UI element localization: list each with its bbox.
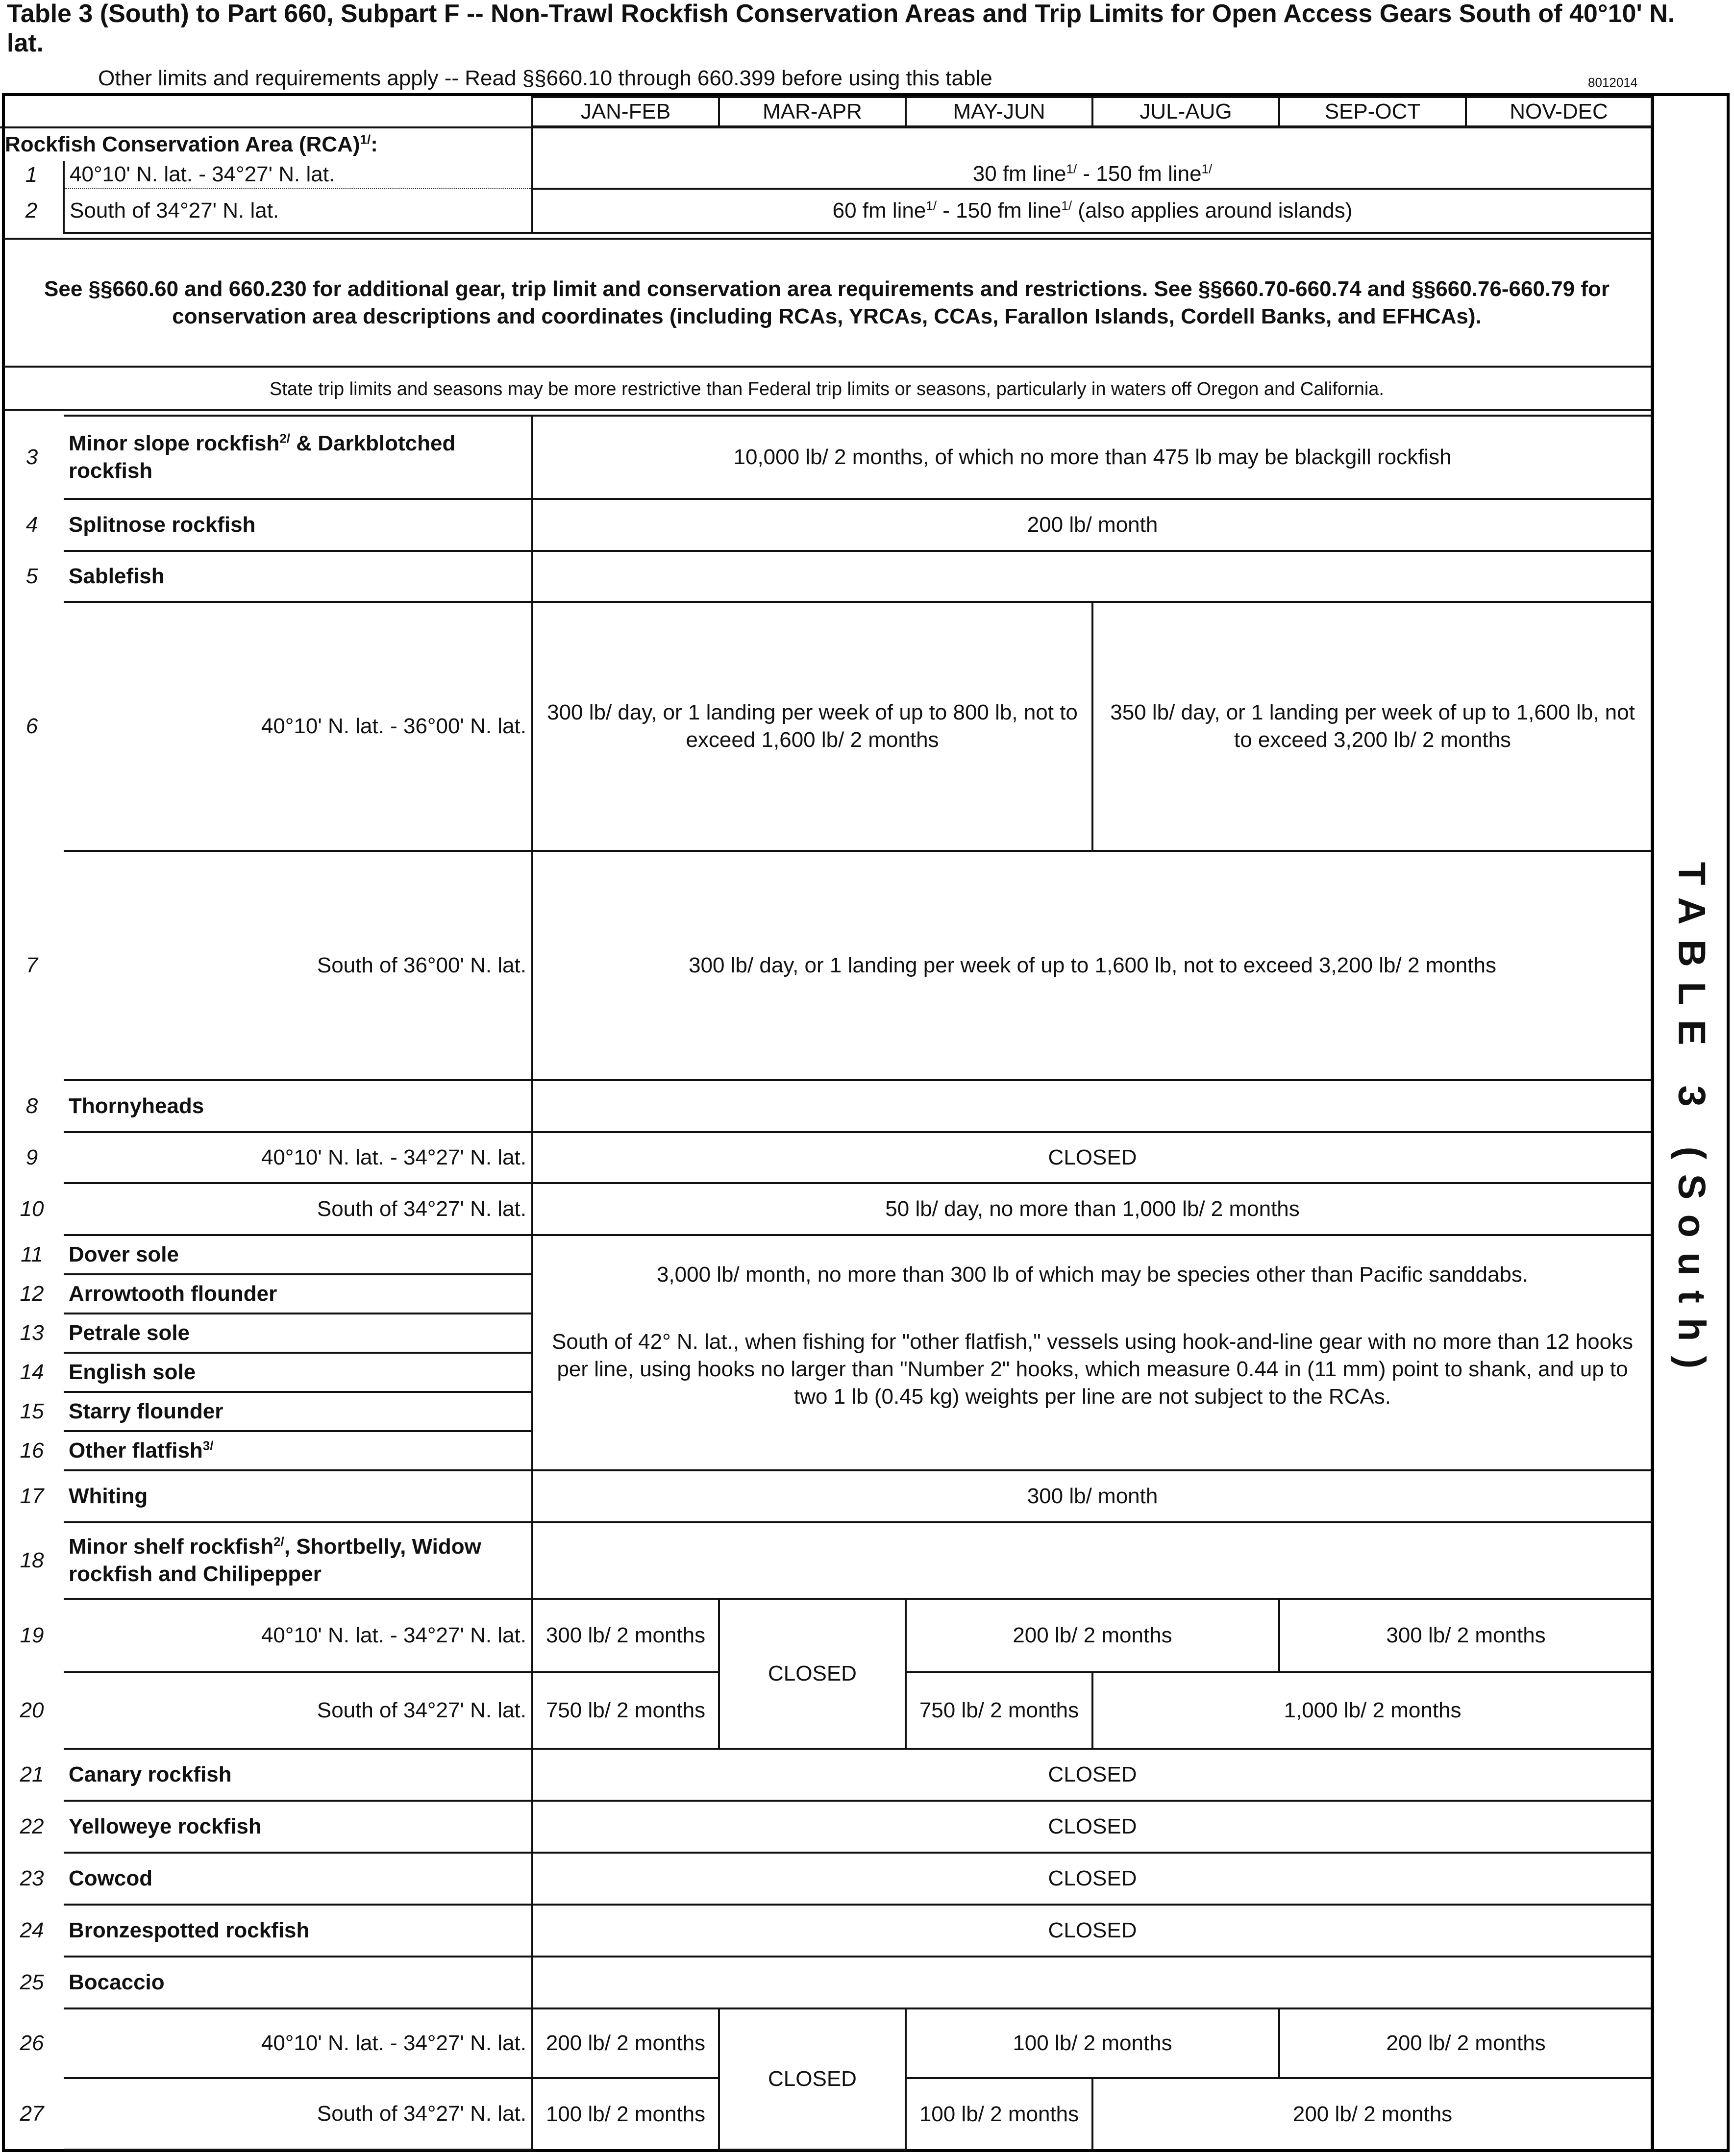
side-table-label-text: TABLE 3 (South) bbox=[1670, 862, 1714, 1384]
row-number: 10 bbox=[20, 1197, 44, 1221]
table-row bbox=[0, 499, 1652, 551]
trip-limit-cell: CLOSED bbox=[532, 1132, 1652, 1183]
row-sublabel: 40°10' N. lat. - 36°00' N. lat. bbox=[64, 602, 532, 851]
footnote-mark: 2/ bbox=[279, 431, 290, 446]
column-header-table bbox=[0, 96, 1653, 127]
footnote-mark: 2/ bbox=[273, 1534, 284, 1549]
trip-limit-cell: 350 lb/ day, or 1 landing per week of up to 1,600 lb, not to exceed 3,200 lb/ 2 months bbox=[1092, 602, 1652, 851]
row-number: 24 bbox=[20, 1918, 44, 1942]
col-header-mar-apr: MAR-APR bbox=[719, 97, 906, 126]
trip-limit-cell: 100 lb/ 2 months bbox=[532, 2078, 719, 2150]
trip-limit-cell: 300 lb/ day, or 1 landing per week of up to 800 lb, not to exceed 1,600 lb/ 2 months bbox=[532, 602, 1092, 851]
row-number: 17 bbox=[20, 1484, 44, 1508]
row-label: Whiting bbox=[64, 1470, 532, 1522]
table-row bbox=[0, 1853, 1652, 1905]
row-number: 25 bbox=[20, 1970, 44, 1994]
row-label-text: Other flatfish bbox=[69, 1438, 203, 1462]
rca-row1-footnote2: 1/ bbox=[1201, 161, 1213, 176]
header-spacer bbox=[0, 97, 532, 126]
row-number: 20 bbox=[20, 1698, 44, 1722]
row-label-text: Minor slope rockfish bbox=[69, 431, 280, 455]
rca-row1-label: 40°10' N. lat. - 34°27' N. lat. bbox=[64, 161, 532, 189]
side-table-label bbox=[1654, 93, 1730, 2152]
rca-table bbox=[0, 126, 1652, 234]
table-row bbox=[0, 1905, 1652, 1957]
row-label: Canary rockfish bbox=[64, 1749, 532, 1801]
col-header-sep-oct: SEP-OCT bbox=[1279, 97, 1466, 126]
table-row bbox=[0, 1132, 1652, 1183]
trip-limit-cell bbox=[532, 1957, 1652, 2008]
row-number: 6 bbox=[25, 714, 38, 738]
table-row bbox=[0, 602, 1652, 851]
table-row bbox=[0, 1313, 1652, 1353]
rca-row2-value-text: 60 fm line bbox=[832, 198, 926, 223]
rca-row2-value-tail: (also applies around islands) bbox=[1072, 198, 1353, 223]
trip-limit-cell bbox=[532, 1080, 1652, 1132]
row-number: 4 bbox=[25, 513, 38, 537]
row-label: Thornyheads bbox=[64, 1080, 532, 1132]
row-number: 26 bbox=[20, 2031, 44, 2055]
trip-limit-cell: 750 lb/ 2 months bbox=[906, 1672, 1092, 1749]
page-title: Table 3 (South) to Part 660, Subpart F -- Non-Trawl Rockfish Conservation Areas and Trip Limits for Open Access Gears South of 40°10' N. lat. bbox=[7, 0, 1675, 57]
gear-requirements-text: See §§660.60 and 660.230 for additional gear, trip limit and conservation area requirements and restrictions. See §§660.70-660.74 and §§660.76-660.79 for conservation area descriptions and coordinates (including RCAs, YRCAs, CCAs, Farallon Islands, Cordell Banks, and EFHCAs). bbox=[44, 276, 1610, 328]
trip-limit-cell: CLOSED bbox=[532, 1749, 1652, 1801]
trip-limit-cell bbox=[532, 551, 1652, 602]
gear-requirements-note bbox=[3, 238, 1651, 368]
row-number: 3 bbox=[25, 445, 38, 469]
row-number: 12 bbox=[20, 1282, 44, 1306]
table-row bbox=[0, 851, 1652, 1080]
row-label-tail: & Darkblotched rockfish bbox=[69, 431, 456, 483]
trip-limit-cell: South of 42° N. lat., when fishing for "other flatfish," vessels using hook-and-line gear with no more than 12 hooks per line, using hooks no larger than "Number 2" hooks, which measure 0.44 in (11 mm) point to shank, and up to two 1 lb (0.45 kg) weights per line are not subject to the RCAs. bbox=[532, 1313, 1652, 1470]
rca-row1-footnote: 1/ bbox=[1066, 161, 1077, 176]
row-label: Sablefish bbox=[64, 551, 532, 602]
trip-limit-cell: 300 lb/ 2 months bbox=[1279, 1599, 1652, 1672]
rca-row2-value-mid: - 150 fm line bbox=[937, 198, 1062, 223]
trip-limit-cell: 50 lb/ day, no more than 1,000 lb/ 2 months bbox=[532, 1183, 1652, 1235]
table-row bbox=[0, 1957, 1652, 2008]
row-sublabel: 40°10' N. lat. - 34°27' N. lat. bbox=[64, 1599, 532, 1672]
table-row bbox=[0, 1183, 1652, 1235]
rca-row2-value bbox=[532, 189, 1652, 233]
row-number: 7 bbox=[25, 953, 38, 977]
document-number: 8012014 bbox=[1588, 75, 1638, 90]
row-label: Yelloweye rockfish bbox=[64, 1801, 532, 1853]
row-number: 22 bbox=[20, 1814, 44, 1838]
col-header-jan-feb: JAN-FEB bbox=[532, 97, 719, 126]
row-number: 13 bbox=[20, 1321, 44, 1345]
trip-limit-cell: 1,000 lb/ 2 months bbox=[1092, 1672, 1652, 1749]
row-number: 19 bbox=[20, 1623, 44, 1647]
row-number: 2 bbox=[25, 198, 38, 223]
trip-limit-cell: 200 lb/ 2 months bbox=[906, 1599, 1279, 1672]
col-header-nov-dec: NOV-DEC bbox=[1466, 97, 1652, 126]
trip-limit-cell: 3,000 lb/ month, no more than 300 lb of which may be species other than Pacific sanddabs. bbox=[532, 1235, 1652, 1313]
state-limits-text: State trip limits and seasons may be more restrictive than Federal trip limits or seasons, particularly in waters off Oregon and California. bbox=[270, 378, 1384, 399]
table-row bbox=[0, 1235, 1652, 1274]
rca-row1-value-text: 30 fm line bbox=[972, 162, 1066, 186]
footnote-mark: 3/ bbox=[202, 1438, 214, 1453]
row-number: 18 bbox=[20, 1548, 44, 1572]
table-row bbox=[0, 1080, 1652, 1132]
trip-limits-table bbox=[0, 415, 1652, 2151]
rca-heading bbox=[0, 127, 532, 161]
row-label: Splitnose rockfish bbox=[64, 499, 532, 551]
trip-limit-cell: 750 lb/ 2 months bbox=[532, 1672, 719, 1749]
table-row bbox=[0, 1522, 1652, 1599]
rca-row2-label: South of 34°27' N. lat. bbox=[64, 189, 532, 233]
trip-limit-cell bbox=[532, 1522, 1652, 1599]
trip-limit-cell: CLOSED bbox=[719, 2008, 906, 2150]
row-label: Dover sole bbox=[64, 1235, 532, 1274]
row-label-text: Minor shelf rockfish bbox=[69, 1535, 274, 1559]
rca-heading-footnote: 1/ bbox=[360, 132, 371, 147]
trip-limit-cell: 100 lb/ 2 months bbox=[906, 2078, 1092, 2150]
rca-row1-value-mid: - 150 fm line bbox=[1077, 162, 1202, 186]
row-label: English sole bbox=[64, 1353, 532, 1392]
row-sublabel: South of 34°27' N. lat. bbox=[64, 1183, 532, 1235]
trip-limit-cell: CLOSED bbox=[719, 1599, 906, 1749]
col-header-jul-aug: JUL-AUG bbox=[1092, 97, 1279, 126]
row-label: Bocaccio bbox=[64, 1957, 532, 2008]
trip-limit-cell: 300 lb/ day, or 1 landing per week of up to 1,600 lb, not to exceed 3,200 lb/ 2 months bbox=[532, 851, 1652, 1080]
row-number: 21 bbox=[20, 1762, 44, 1786]
row-sublabel: 40°10' N. lat. - 34°27' N. lat. bbox=[64, 2008, 532, 2078]
row-number: 1 bbox=[25, 162, 38, 187]
trip-limit-cell: CLOSED bbox=[532, 1905, 1652, 1957]
trip-limit-cell: 10,000 lb/ 2 months, of which no more than 475 lb may be blackgill rockfish bbox=[532, 416, 1652, 499]
row-sublabel: South of 36°00' N. lat. bbox=[64, 851, 532, 1080]
trip-limit-cell: 100 lb/ 2 months bbox=[906, 2008, 1279, 2078]
rca-row2-footnote2: 1/ bbox=[1061, 198, 1072, 213]
row-number: 5 bbox=[25, 564, 38, 588]
row-number: 14 bbox=[20, 1360, 44, 1384]
row-number: 15 bbox=[20, 1399, 44, 1423]
table-row bbox=[0, 1599, 1652, 1672]
row-label-tail: , Shortbelly, Widow rockfish and Chilipepper bbox=[69, 1535, 481, 1586]
row-number: 23 bbox=[20, 1866, 44, 1890]
row-number: 11 bbox=[21, 1242, 43, 1266]
trip-limit-cell: 200 lb/ 2 months bbox=[1092, 2078, 1652, 2150]
row-label bbox=[64, 1522, 532, 1599]
table-row bbox=[0, 551, 1652, 602]
row-label: Cowcod bbox=[64, 1853, 532, 1905]
rca-heading-text: Rockfish Conservation Area (RCA) bbox=[5, 132, 360, 156]
trip-limit-cell: 300 lb/ 2 months bbox=[532, 1599, 719, 1672]
table-row bbox=[0, 1801, 1652, 1853]
trip-limit-cell: 300 lb/ month bbox=[532, 1470, 1652, 1522]
row-number: 27 bbox=[20, 2102, 44, 2126]
row-number: 16 bbox=[20, 1438, 44, 1462]
row-sublabel: South of 34°27' N. lat. bbox=[64, 1672, 532, 1749]
row-label: Bronzespotted rockfish bbox=[64, 1905, 532, 1957]
row-label bbox=[64, 1431, 532, 1470]
page-subtitle: Other limits and requirements apply -- Read §§660.10 through 660.399 before using this table bbox=[98, 66, 992, 90]
state-limits-note bbox=[3, 370, 1651, 411]
rca-row1-value bbox=[532, 127, 1652, 189]
trip-limit-cell: CLOSED bbox=[532, 1801, 1652, 1853]
row-label bbox=[64, 416, 532, 499]
table-row bbox=[0, 416, 1652, 499]
trip-limit-cell: 200 lb/ month bbox=[532, 499, 1652, 551]
rca-heading-colon: : bbox=[371, 132, 378, 156]
trip-limit-cell: 200 lb/ 2 months bbox=[1279, 2008, 1652, 2078]
col-header-may-jun: MAY-JUN bbox=[906, 97, 1092, 126]
row-sublabel: South of 34°27' N. lat. bbox=[64, 2078, 532, 2150]
trip-limit-cell: CLOSED bbox=[532, 1853, 1652, 1905]
row-label: Arrowtooth flounder bbox=[64, 1274, 532, 1313]
rca-row2-footnote: 1/ bbox=[926, 198, 937, 213]
row-label: Petrale sole bbox=[64, 1313, 532, 1353]
trip-limit-cell: 200 lb/ 2 months bbox=[532, 2008, 719, 2078]
row-number: 8 bbox=[25, 1094, 38, 1118]
table-row bbox=[0, 1470, 1652, 1522]
table-row bbox=[0, 2008, 1652, 2078]
row-number: 9 bbox=[25, 1145, 38, 1169]
row-sublabel: 40°10' N. lat. - 34°27' N. lat. bbox=[64, 1132, 532, 1183]
table-row bbox=[0, 1749, 1652, 1801]
row-label: Starry flounder bbox=[64, 1392, 532, 1431]
